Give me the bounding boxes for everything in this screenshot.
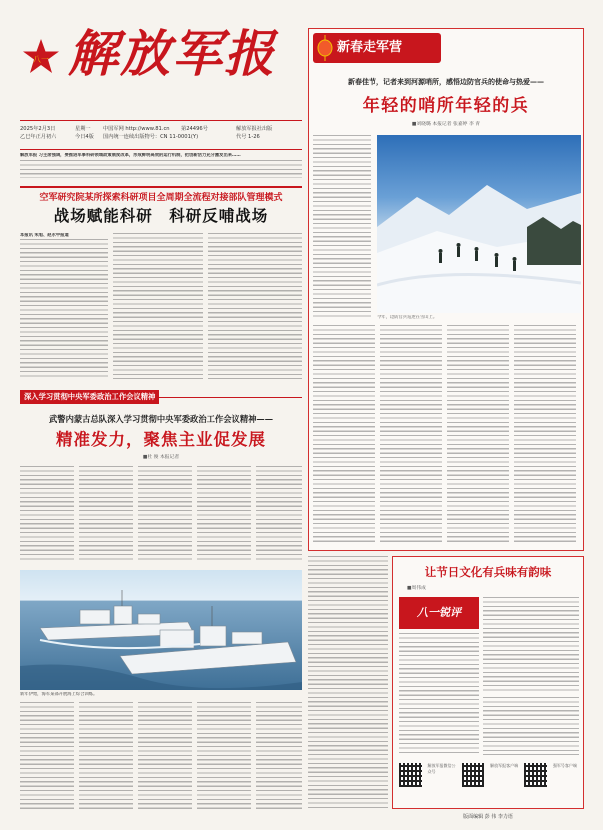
weekday: 星期一 — [75, 126, 91, 132]
column-brand-label: 八一锐评 — [417, 606, 461, 619]
lunar-date: 乙巳年正月初六 — [20, 134, 57, 140]
qr-label-2: 解放军报客户端 — [490, 763, 519, 768]
feature-badge — [313, 33, 441, 63]
date: 2025年2月3日 — [20, 126, 56, 132]
feature-badge-label: 新春走军营 — [337, 40, 403, 55]
column-body-c — [483, 697, 579, 755]
feature-kicker: 新春佳节，记者来到河源哨所，感悟边防官兵的使命与热爱—— — [348, 77, 544, 86]
qr-code-wechat[interactable] — [399, 763, 422, 787]
qr-code-app[interactable] — [462, 763, 485, 787]
feature-headline[interactable]: 年轻的哨所年轻的兵 — [362, 96, 530, 116]
cn-number: 国内统一连续出版物号：CN 11-0001(Y) — [103, 134, 199, 140]
border-patrol-snow-photo — [377, 135, 581, 313]
column-body-b — [399, 633, 479, 755]
qr-label-3: 强军号客户端 — [552, 763, 577, 768]
column-headline[interactable]: 让节日文化有兵味有韵味 — [424, 565, 552, 579]
feature-frame — [308, 28, 584, 551]
study-section — [20, 388, 302, 466]
section-label: 深入学习贯彻中央军委政治工作会议精神 — [20, 390, 159, 404]
lantern-icon — [317, 35, 333, 61]
bottom-left-body — [20, 702, 302, 812]
lead-byline: 本报讯 朱旭、赵永甲报道 — [20, 233, 69, 238]
lead-story — [20, 186, 302, 386]
qr-code-row — [399, 763, 581, 803]
lead-kicker: 空军研究院某所探索科研项目全周期全流程对接部队管理模式 — [39, 193, 283, 203]
qr-label-1: 解放军报微信公众号 — [427, 763, 456, 774]
svg-text:八一: 八一 — [33, 55, 49, 64]
publisher: 解放军报社出版 — [236, 126, 273, 132]
footer-editors: 版面编辑 彭 伟 李力语 — [463, 814, 513, 820]
qr-code-qiangjun[interactable] — [524, 763, 547, 787]
study-kicker: 武警内蒙古总队深入学习贯彻中央军委政治工作会议精神—— — [48, 414, 274, 424]
party-star-emblem-icon — [22, 38, 60, 76]
masthead-title: 解放军报 — [68, 24, 276, 83]
feature-byline: ■刘晓璐 本报记者 张嘉婷 李 青 — [411, 122, 481, 127]
website[interactable]: 中国军网 http://www.81.cn — [103, 126, 170, 132]
study-byline: ■杜 俊 本报记者 — [142, 455, 180, 460]
page-footer — [392, 812, 584, 822]
column-body-a — [483, 597, 579, 693]
lead-headline[interactable]: 战场赋能科研 科研反哺战场 — [53, 207, 269, 225]
feature-intro-text — [313, 135, 371, 319]
masthead — [20, 12, 302, 112]
feature-continuation-text — [308, 556, 388, 809]
page-count: 今日4版 — [75, 134, 94, 140]
ship-photo-caption: 新年伊始，海军某部开展海上综合训练。 — [20, 692, 98, 697]
column-frame — [392, 556, 584, 809]
summary-text: 解放军报 习主席强调，要推进军事科研领域政策制度改革，形成鲜明高效的运行机制，把创新活力充分激发出来…… — [20, 153, 241, 158]
issue-no: 第24496号 — [181, 126, 208, 132]
snow-photo-caption: 今年，边防官兵巡逻在雪山上。 — [377, 315, 438, 320]
masthead-info — [20, 120, 302, 150]
column-brand-badge — [399, 597, 479, 629]
feature-body — [313, 325, 579, 545]
front-summary — [20, 153, 302, 179]
study-headline[interactable]: 精准发力，聚焦主业促发展 — [56, 430, 266, 449]
study-body — [20, 466, 302, 562]
column-byline: ■周伟成 — [407, 586, 426, 591]
post-code: 代号 1-26 — [236, 134, 260, 140]
naval-ships-photo — [20, 570, 302, 690]
